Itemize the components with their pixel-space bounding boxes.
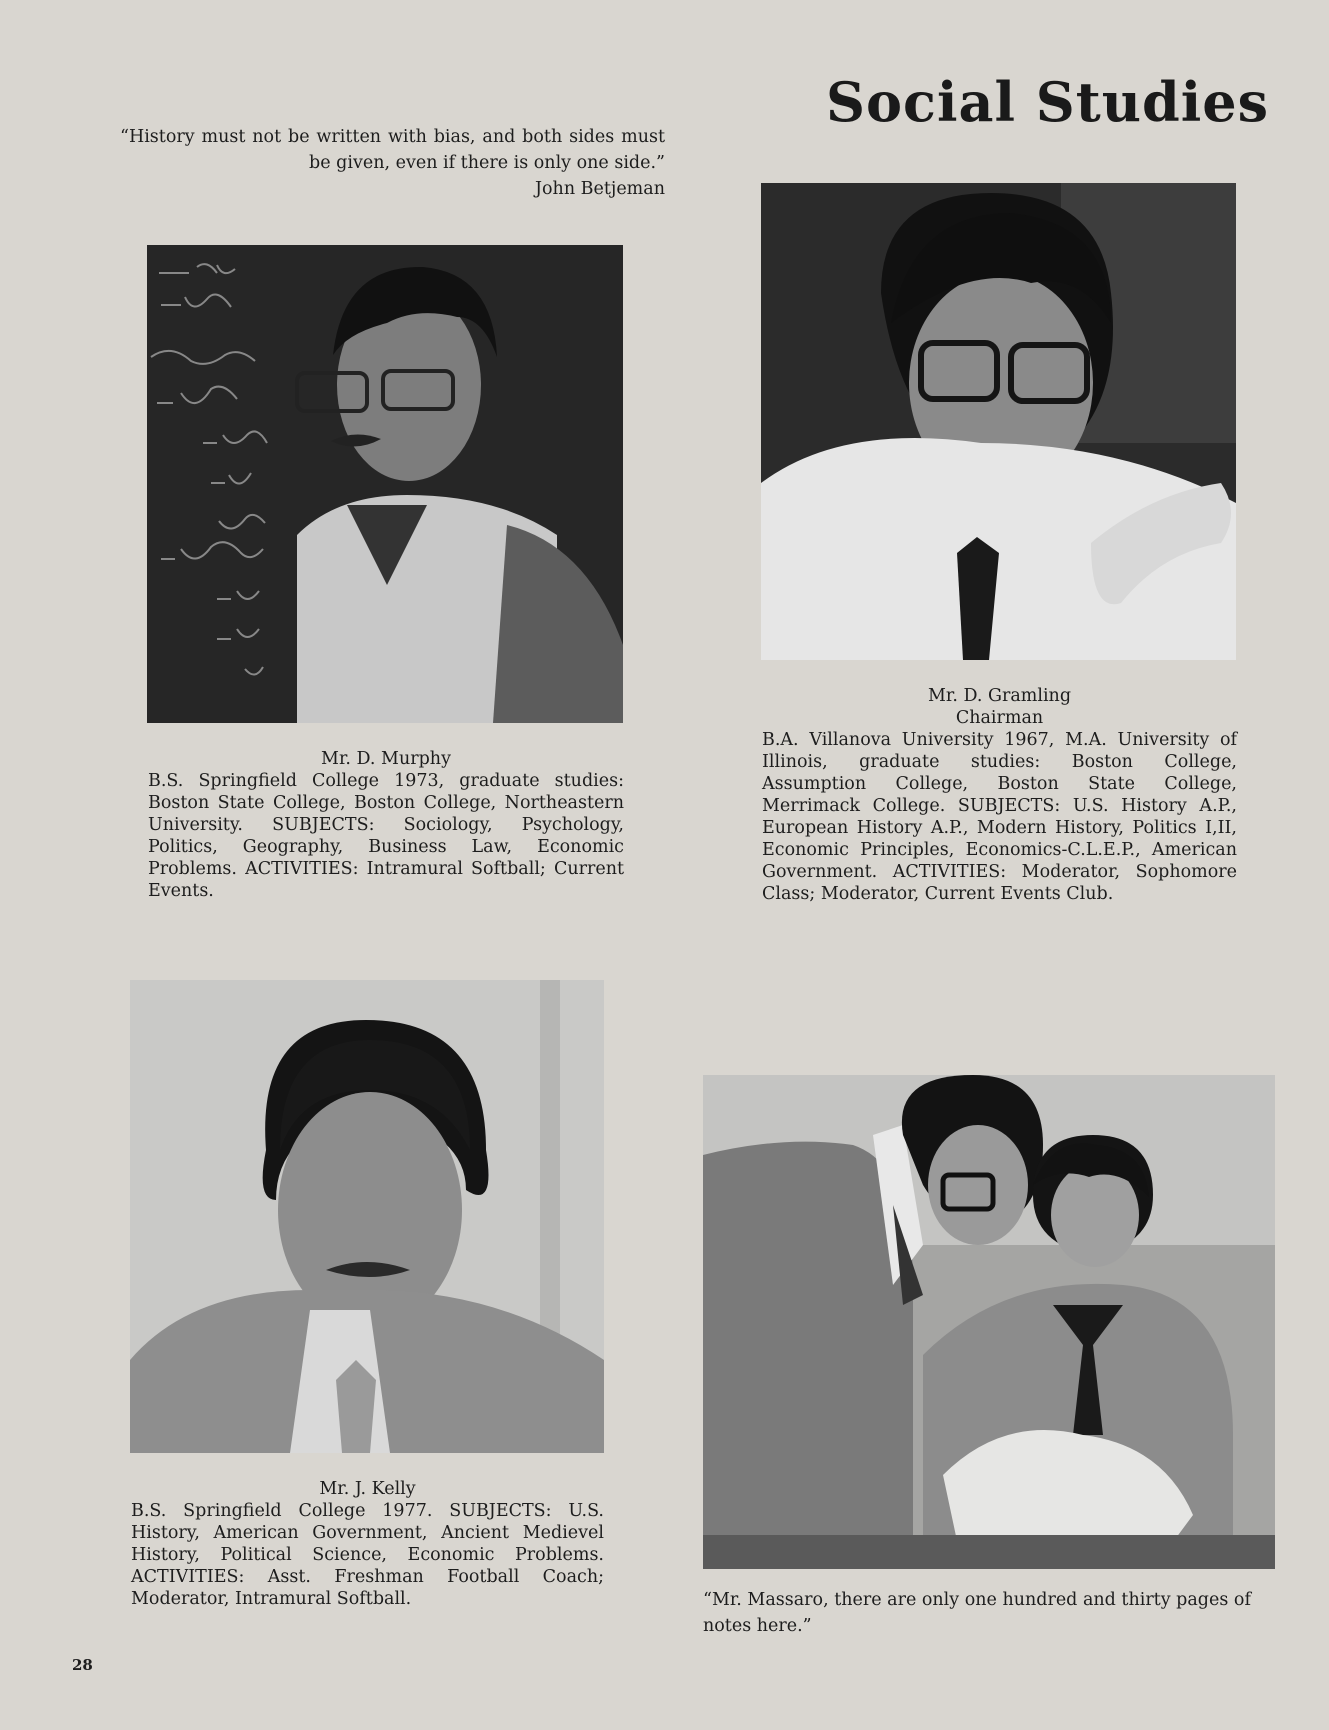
epigraph-quote [120,124,665,202]
teacher-name: Mr. D. Gramling [927,686,1072,706]
photo-gramling [761,183,1236,660]
caption-gramling [762,685,1237,905]
caption-kelly [131,1478,604,1610]
quote-author: John Betjeman [535,179,665,199]
photo-caption: “Mr. Massaro, there are only one hundred and thirty pages of notes here.” [703,1590,1251,1636]
photo-murphy [147,245,623,723]
caption-murphy [148,748,624,902]
quote-text: “History must not be written with bias, and both sides must be given, even if there is only one side.” [120,127,665,173]
photo-kelly [130,980,604,1453]
teacher-bio: B.S. Springfield College 1973, graduate studies: Boston State College, Boston College, Northeastern University. SUBJECTS: Sociology, Psychology, Politics, Geography, Business Law, Economic Problems. ACTIVITIES: Intramural Softball; Current Events. [148,771,624,901]
teacher-role: Chairman [955,708,1044,728]
page-heading: Social Studies [826,70,1269,134]
teacher-bio: B.A. Villanova University 1967, M.A. University of Illinois, graduate studies: Boston College, Assumption College, Boston State College, Merrimack College. SUBJECTS: U.S. History A.P., European History A.P., Modern History, Politics I,II, Economic Principles, Economics-C.L.E.P., American Government. ACTIVITIES: Moderator, Sophomore Class; Moderator, Current Events Club. [762,730,1237,904]
teacher-name: Mr. J. Kelly [319,1479,416,1499]
teacher-bio: B.S. Springfield College 1977. SUBJECTS: U.S. History, American Government, Ancient Medievel History, Political Science, Economic Problems. ACTIVITIES: Asst. Freshman Football Coach; Moderator, Intramural Softball. [131,1501,604,1609]
photo-massaro-student [703,1075,1275,1569]
page-number: 28 [72,1656,93,1674]
teacher-name: Mr. D. Murphy [321,749,451,769]
